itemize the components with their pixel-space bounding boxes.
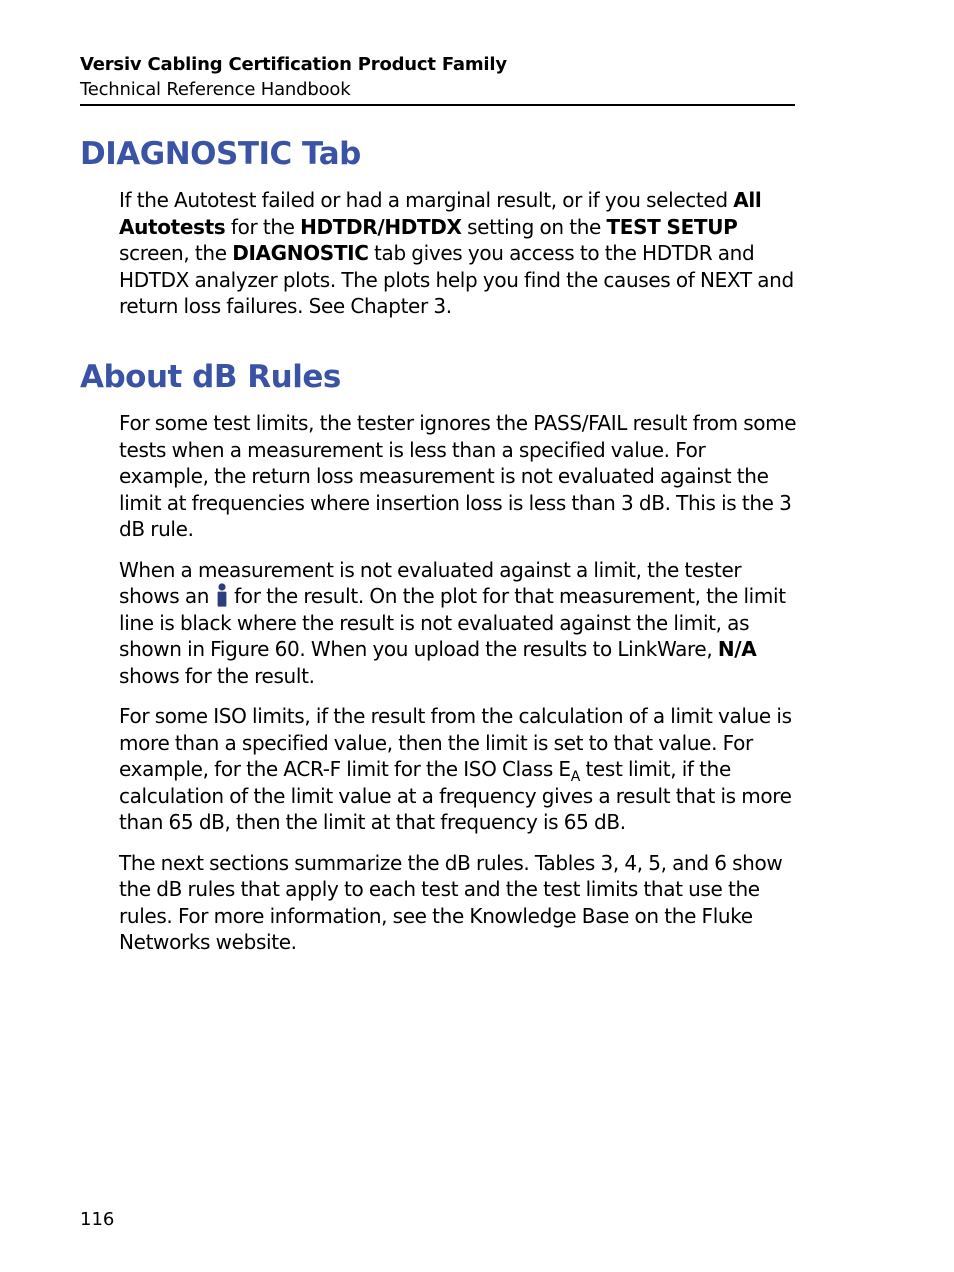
subscript: A <box>570 769 580 785</box>
bold-run: N/A <box>717 637 757 661</box>
text-run: setting on the <box>461 214 607 239</box>
text-run: test limit, if the calculation of the limit value at a frequency gives a result that is more than 65 dB, then the limit at that frequency is 65 dB. <box>119 757 792 834</box>
text-run: tab gives you access to the HDTDR and HDTDX analyzer plots. The plots help you find the causes of NEXT and return loss failures. See Chapter 3. <box>119 241 794 318</box>
page-number: 116 <box>80 1209 115 1230</box>
bold-run: DIAGNOSTIC <box>232 241 369 265</box>
paragraph: For some test limits, the tester ignores the PASS/FAIL result from some tests when a measurement is less than a specified value. For example, the return loss measurement is not evaluated against the limit at frequencies where insertion loss is less than 3 dB. This is the 3 dB rule. <box>119 411 797 541</box>
text-run: shows for the result. <box>119 663 315 688</box>
bold-run: TEST SETUP <box>606 214 738 239</box>
text-run: For some ISO limits, if the result from the calculation of a limit value is more than a specified value, then the limit is set to that value. For example, for the ACR-F limit for the ISO Class E <box>119 704 792 781</box>
paragraph <box>119 703 799 836</box>
bold-run: All Autotests <box>119 188 762 239</box>
bold-run: HDTDR/HDTDX <box>300 214 462 239</box>
header-subtitle: Technical Reference Handbook <box>80 79 351 100</box>
info-icon <box>216 583 228 607</box>
text-run: If the Autotest failed or had a marginal result, or if you selected <box>119 188 734 212</box>
header-title: Versiv Cabling Certification Product Family <box>80 54 507 75</box>
running-header <box>80 52 795 106</box>
text-run: When a measurement is not evaluated against a limit, the tester shows an <box>119 557 742 608</box>
section-body-diagnostic-tab <box>119 187 799 334</box>
text-run: for the <box>225 214 301 239</box>
paragraph <box>119 557 799 690</box>
text-run: screen, the <box>119 241 233 265</box>
text-run: for the result. On the plot for that measurement, the limit line is black where the result is not evaluated against the limit, as shown in Figure 60. When you upload the results to LinkWare, <box>119 584 786 661</box>
section-body-about-db-rules <box>119 410 799 970</box>
section-heading-diagnostic-tab: DIAGNOSTIC Tab <box>80 136 361 172</box>
paragraph: The next sections summarize the dB rules. Tables 3, 4, 5, and 6 show the dB rules that apply to each test and the test limits that use the rules. For more information, see the Knowledge Base on the Fluke Networks website. <box>119 850 783 954</box>
section-heading-about-db-rules: About dB Rules <box>80 359 341 395</box>
paragraph <box>119 187 799 320</box>
